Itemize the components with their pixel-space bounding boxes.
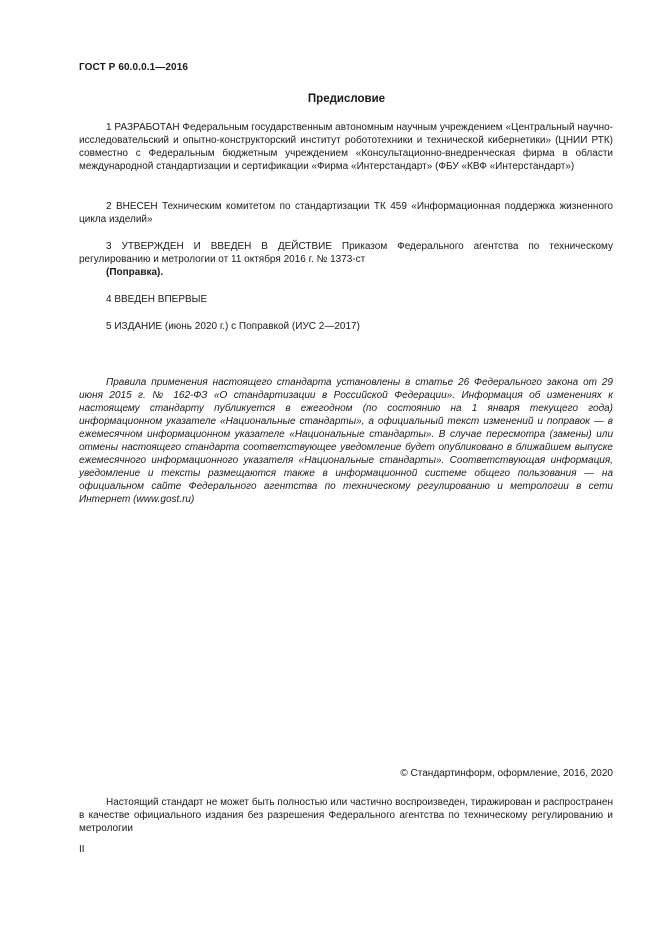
foreword-item-edition: [79, 320, 613, 333]
document-code-header: ГОСТ Р 60.0.0.1—2016: [79, 62, 189, 73]
foreword-item-developed: [79, 121, 613, 173]
reproduction-rights-notice: [79, 796, 613, 835]
foreword-item-text: 1 РАЗРАБОТАН Федеральным государственным автономным научным учреждением «Центральный научно-исследовательский и опытно-конструкторский институт робототехники и технической кибернетики» (ЦНИИ РТК) совместно с Федеральным бюджетным учреждением «Консультационно-внедренческая фирма в области международной стандартизации и сертификации «Фирма «Интерстандарт» (ФБУ «КВФ «Интерстандарт»): [79, 122, 613, 172]
rights-text: Настоящий стандарт не может быть полностью или частично воспроизведен, тиражирован и распространен в качестве официального издания без разрешения Федерального агентства по техническому регулированию и метрологии: [79, 797, 613, 834]
foreword-item-text: 3 УТВЕРЖДЕН И ВВЕДЕН В ДЕЙСТВИЕ Приказом Федерального агентства по техническому регулированию и метрологии от 11 октября 2016 г. № 1373-ст: [79, 241, 613, 265]
notice-text: Правила применения настоящего стандарта установлены в статье 26 Федерального закона от 29 июня 2015 г. № 162-ФЗ «О стандартизации в Российской Федерации». Информация об изменениях к настоящему стандарту публикуется в ежегодном (по состоянию на 1 января текущего года) информационном указателе «Национальные стандарты», а официальный текст изменений и поправок — в ежемесячном информационном указателе «Национальные стандарты». В случае пересмотра (замены) или отмены настоящего стандарта соответствующее уведомление будет опубликовано в ближайшем выпуске ежемесячного информационного указателя «Национальные стандарты». Соответствующая информация, уведомление и тексты размещаются также в информационной системе общего пользования — на официальном сайте Федерального агентства по техническому регулированию и метрологии в сети Интернет (www.gost.ru): [79, 377, 613, 505]
foreword-item-text: 4 ВВЕДЕН ВПЕРВЫЕ: [106, 294, 208, 305]
page-number: II: [79, 844, 85, 855]
foreword-item-first-introduced: [79, 293, 613, 306]
foreword-item-submitted: [79, 200, 613, 226]
standard-application-notice: [79, 376, 613, 506]
foreword-item-approved: [79, 240, 613, 279]
copyright-line: © Стандартинформ, оформление, 2016, 2020: [400, 768, 613, 779]
foreword-item-text: 5 ИЗДАНИЕ (июнь 2020 г.) с Поправкой (ИУС 2—2017): [106, 321, 360, 332]
section-title: Предисловие: [307, 93, 386, 105]
amendment-label: (Поправка).: [106, 267, 164, 278]
foreword-item-text: 2 ВНЕСЕН Техническим комитетом по стандартизации ТК 459 «Информационная поддержка жизненного цикла изделий»: [79, 201, 613, 225]
